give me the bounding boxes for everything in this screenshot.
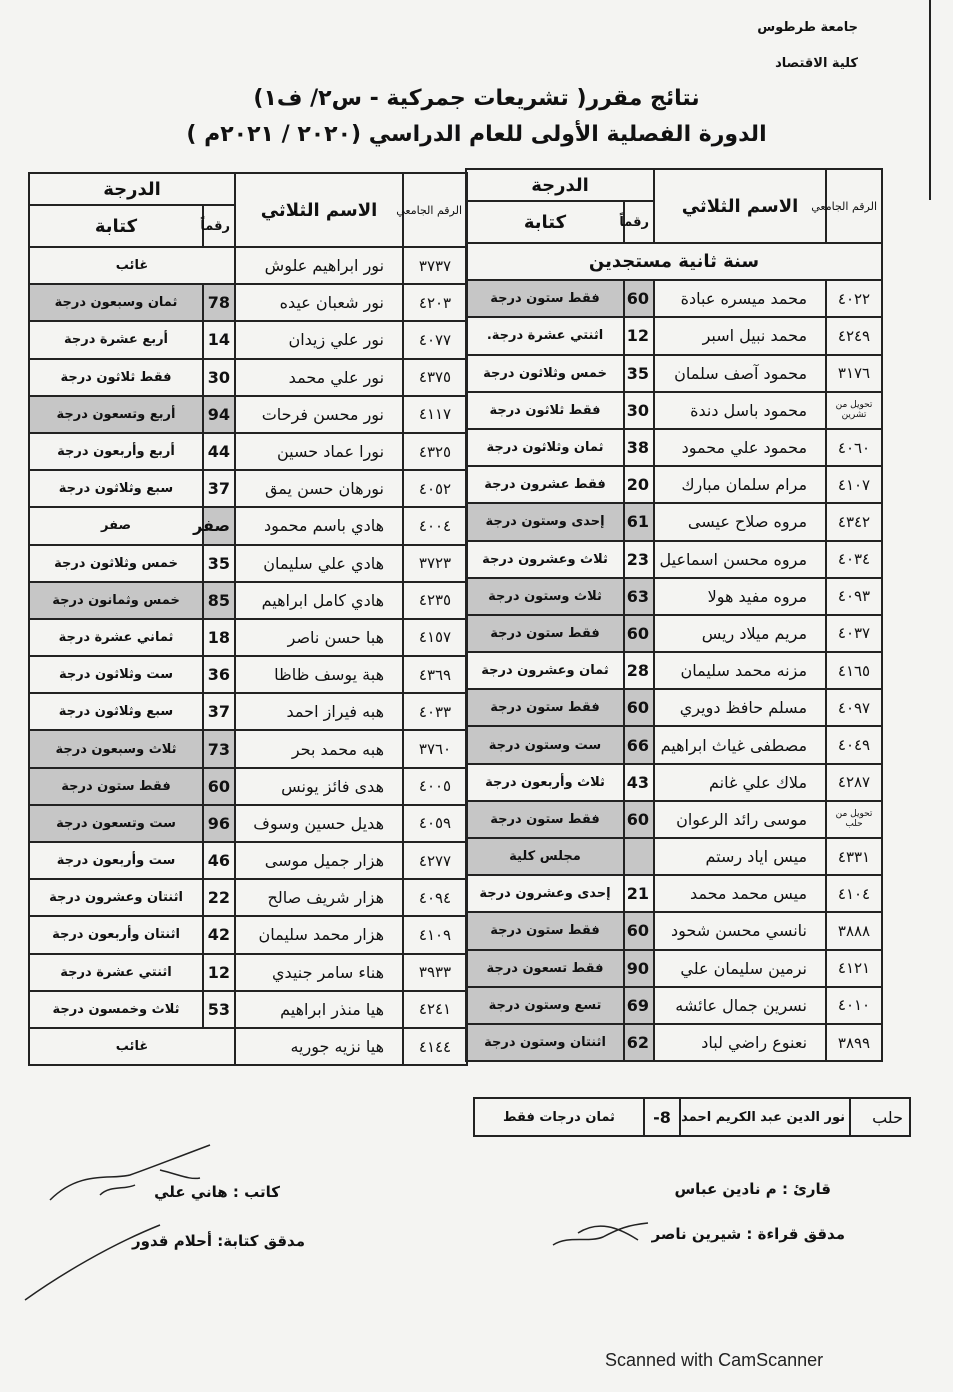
grade-numeric: 30 <box>203 359 235 396</box>
reader-checker-label: مدقق قراءة : شيرين ناصر <box>651 1225 845 1243</box>
reader-signature-label: قارئ : م نادين عباس <box>674 1180 831 1198</box>
table-row <box>466 801 882 838</box>
grade-text: اثنتي عشرة درجة. <box>466 317 624 354</box>
student-name: هزار جميل موسى <box>235 842 403 879</box>
student-name: هادي علي سليمان <box>235 545 403 582</box>
writer-checker-scribble <box>20 1215 170 1305</box>
student-id: ٤٠٥٢ <box>403 470 467 507</box>
scanner-watermark: Scanned with CamScanner <box>605 1350 824 1370</box>
student-id: ٣٧٣٧ <box>403 247 467 284</box>
col-header-written: كتابة <box>466 201 624 243</box>
student-name: هبه فيراز احمد <box>235 693 403 730</box>
grade-numeric: 37 <box>203 693 235 730</box>
table-row <box>29 247 467 284</box>
student-name: مسلم حافظ دويري <box>654 689 826 726</box>
grade-text: ست وستون درجة <box>466 726 624 763</box>
student-id: ٤٢٧٧ <box>403 842 467 879</box>
student-name: محمود آصف سلمان <box>654 355 826 392</box>
student-id: ٤١٠٤ <box>826 875 882 912</box>
student-id: تحويل من تشرين <box>826 392 882 429</box>
grade-numeric: 38 <box>624 429 654 466</box>
grade-text: فقط ثلاثون درجة <box>29 359 203 396</box>
grade-text: فقط ستون درجة <box>466 801 624 838</box>
grade-text: اثنتان وأربعون درجة <box>29 916 203 953</box>
table-row <box>29 433 467 470</box>
grade-numeric: 22 <box>203 879 235 916</box>
grade-text: فقط عشرون درجة <box>466 466 624 503</box>
table-row <box>29 954 467 991</box>
grade-numeric: 53 <box>203 991 235 1028</box>
student-id: ٤٠٠٤ <box>403 507 467 544</box>
grade-numeric: 90 <box>624 950 654 987</box>
student-id: ٤٠١٠ <box>826 987 882 1024</box>
table-row <box>466 615 882 652</box>
faculty-name: كلية الاقتصاد <box>775 56 858 71</box>
student-id: ٤٣٦٩ <box>403 656 467 693</box>
results-table-left <box>28 172 468 1066</box>
student-id: ٤١٢١ <box>826 950 882 987</box>
grade-text: فقط تسعون درجة <box>466 950 624 987</box>
grade-numeric: 18 <box>203 619 235 656</box>
student-name: ميس محمد محمد <box>654 875 826 912</box>
student-id: ٤١٥٧ <box>403 619 467 656</box>
grade-numeric: 46 <box>203 842 235 879</box>
grade-text: ثلاث وخمسون درجة <box>29 991 203 1028</box>
col-header-name: الاسم الثلاثي <box>235 173 403 247</box>
table-row <box>466 1024 882 1061</box>
grade-text: إحدى وستون درجة <box>466 503 624 540</box>
col-header-numeric: رقماً <box>203 205 235 247</box>
student-name: محمود باسل دندة <box>654 392 826 429</box>
grade-numeric: 60 <box>624 689 654 726</box>
student-id: ٤٢٠٣ <box>403 284 467 321</box>
grade-numeric: 23 <box>624 541 654 578</box>
grade-numeric: 60 <box>624 912 654 949</box>
grade-text: اثنتي عشرة درجة <box>29 954 203 991</box>
grade-text: غائب <box>29 247 235 284</box>
grade-text: اثنتان وعشرون درجة <box>29 879 203 916</box>
student-id: ٤١٠٩ <box>403 916 467 953</box>
grade-text: ست وأربعون درجة <box>29 842 203 879</box>
table-row <box>29 1028 467 1065</box>
grade-text: فقط ستون درجة <box>466 615 624 652</box>
grade-numeric: 35 <box>624 355 654 392</box>
grade-text: فقط ستون درجة <box>466 912 624 949</box>
student-id: ٤٣٤٢ <box>826 503 882 540</box>
col-header-id: الرقم الجامعي <box>826 169 882 243</box>
student-name: محمد ميسره عبادة <box>654 280 826 317</box>
student-id: ٤٠٣٧ <box>826 615 882 652</box>
student-name: مريم ميلاد ريس <box>654 615 826 652</box>
student-name: نرمين سليمان علي <box>654 950 826 987</box>
page-subtitle: الدورة الفصلية الأولى للعام الدراسي (٢٠٢٠ / ٢٠٢١م ) <box>186 122 767 147</box>
grade-numeric: 66 <box>624 726 654 763</box>
table-row <box>466 392 882 429</box>
extra-row-table <box>473 1097 911 1137</box>
student-name: هزار شريف صالح <box>235 879 403 916</box>
grade-text: أربع وأربعون درجة <box>29 433 203 470</box>
student-id: ٣٧٦٠ <box>403 730 467 767</box>
student-name: مزنه محمد سليمان <box>654 652 826 689</box>
student-name: محمد نبيل اسبر <box>654 317 826 354</box>
table-row <box>29 768 467 805</box>
grade-numeric <box>624 838 654 875</box>
student-name: هيا منذر ابراهيم <box>235 991 403 1028</box>
student-id: ٤٠٣٣ <box>403 693 467 730</box>
page-title: نتائج مقرر( تشريعات جمركية - س٢/ ف١) <box>253 86 700 111</box>
student-name: هزار محمد سليمان <box>235 916 403 953</box>
grade-text: ثمان وسبعون درجة <box>29 284 203 321</box>
table-row <box>29 545 467 582</box>
bottom-row-num: 8- <box>644 1098 680 1136</box>
student-id: ٤٠٦٠ <box>826 429 882 466</box>
table-row <box>29 879 467 916</box>
grade-text: خمس وثمانون درجة <box>29 582 203 619</box>
bottom-row-id: حلب <box>850 1098 910 1136</box>
table-row <box>29 991 467 1028</box>
grade-text: سبع وثلاثون درجة <box>29 693 203 730</box>
student-name: نور شعبان عيده <box>235 284 403 321</box>
student-id: ٤١٦٥ <box>826 652 882 689</box>
grade-text: ست وتسعون درجة <box>29 805 203 842</box>
grade-numeric: 63 <box>624 578 654 615</box>
student-name: موسى رائد الرعوان <box>654 801 826 838</box>
grade-text: ثمان وثلاثون درجة <box>466 429 624 466</box>
student-id: ٣٩٣٣ <box>403 954 467 991</box>
grade-text: ثلاث وأربعون درجة <box>466 764 624 801</box>
table-row <box>466 503 882 540</box>
grade-text: إحدى وعشرون درجة <box>466 875 624 912</box>
student-name: هدى فائز يونس <box>235 768 403 805</box>
student-name: مصطفى غياث ابراهيم <box>654 726 826 763</box>
table-row <box>29 619 467 656</box>
table-row <box>29 321 467 358</box>
student-id: ٤٢٤١ <box>403 991 467 1028</box>
table-row <box>466 875 882 912</box>
student-id: ٤١٤٤ <box>403 1028 467 1065</box>
student-name: مرام سلمان مبارك <box>654 466 826 503</box>
table-row <box>466 466 882 503</box>
student-name: نعنوع راضي لباد <box>654 1024 826 1061</box>
grade-text: أربع وتسعون درجة <box>29 396 203 433</box>
student-id: ٤٠٤٩ <box>826 726 882 763</box>
grade-text: فقط ستون درجة <box>466 280 624 317</box>
student-name: مروه مفيد هولا <box>654 578 826 615</box>
grade-numeric: 36 <box>203 656 235 693</box>
section-title: سنة ثانية مستجدين <box>466 243 882 280</box>
student-name: ملاك علي غانم <box>654 764 826 801</box>
student-name: مروه محسن اسماعيل <box>654 541 826 578</box>
table-row <box>466 838 882 875</box>
grade-numeric: 85 <box>203 582 235 619</box>
table-row <box>29 396 467 433</box>
student-name: هناء سامر جنيدي <box>235 954 403 991</box>
grade-text: مجلس كلية <box>466 838 624 875</box>
table-row <box>29 284 467 321</box>
university-name: جامعة طرطوس <box>757 20 858 35</box>
grade-numeric: 69 <box>624 987 654 1024</box>
student-id: ٣٧٢٣ <box>403 545 467 582</box>
grade-text: فقط ستون درجة <box>466 689 624 726</box>
grade-numeric: 60 <box>203 768 235 805</box>
student-id: ٤٣٢٥ <box>403 433 467 470</box>
grade-numeric: 14 <box>203 321 235 358</box>
grade-text: ثلاث وسبعون درجة <box>29 730 203 767</box>
student-name: نور علي زيدان <box>235 321 403 358</box>
grade-numeric: 28 <box>624 652 654 689</box>
grade-numeric: 78 <box>203 284 235 321</box>
student-name: مروه صلاح عيسى <box>654 503 826 540</box>
table-row <box>29 470 467 507</box>
writer-signature-label: كاتب : هاني علي <box>154 1183 280 1201</box>
table-row <box>29 582 467 619</box>
table-row <box>466 541 882 578</box>
table-row <box>29 693 467 730</box>
table-row <box>466 689 882 726</box>
student-id: ٤٠٩٣ <box>826 578 882 615</box>
student-id: ٤٢٨٧ <box>826 764 882 801</box>
col-header-written: كتابة <box>29 205 203 247</box>
table-row <box>466 987 882 1024</box>
student-name: نورا عماد حسين <box>235 433 403 470</box>
student-id: ٤٢٤٩ <box>826 317 882 354</box>
grade-text: سبع وثلاثون درجة <box>29 470 203 507</box>
student-name: هبه محمد بحر <box>235 730 403 767</box>
student-id: ٤٠٥٩ <box>403 805 467 842</box>
table-row <box>29 507 467 544</box>
col-header-grade: الدرجة <box>29 173 235 205</box>
grade-text: تسع وستون درجة <box>466 987 624 1024</box>
grade-numeric: 60 <box>624 280 654 317</box>
grade-numeric: 96 <box>203 805 235 842</box>
student-name: محمود علي محمود <box>654 429 826 466</box>
reader-checker-scribble <box>548 1215 658 1255</box>
grade-text: ثماني عشرة درجة <box>29 619 203 656</box>
grade-numeric: 60 <box>624 615 654 652</box>
student-id: ٤١١٧ <box>403 396 467 433</box>
student-id: ٤٣٣١ <box>826 838 882 875</box>
grade-numeric: 62 <box>624 1024 654 1061</box>
grade-numeric: صفر <box>203 507 235 544</box>
student-id: ٤٠٠٥ <box>403 768 467 805</box>
student-name: نانسي محسن شحود <box>654 912 826 949</box>
table-row <box>29 656 467 693</box>
grade-numeric: 42 <box>203 916 235 953</box>
student-id: ٤٠٣٤ <box>826 541 882 578</box>
grade-text: اثنتان وستون درجة <box>466 1024 624 1061</box>
table-row <box>466 317 882 354</box>
writer-checker-label: مدقق كتابة: أحلام قدور <box>132 1232 305 1250</box>
student-id: ٤٠٩٧ <box>826 689 882 726</box>
writer-signature-scribble <box>40 1140 230 1220</box>
table-row <box>466 726 882 763</box>
table-row <box>466 950 882 987</box>
student-name: نسرين جمال عائشه <box>654 987 826 1024</box>
student-name: هديل حسين وسوف <box>235 805 403 842</box>
student-name: ميس اياد رستم <box>654 838 826 875</box>
student-name: هيا نزيه جوريه <box>235 1028 403 1065</box>
table-row <box>466 280 882 317</box>
student-id: ٤٠٧٧ <box>403 321 467 358</box>
student-name: نور علي محمد <box>235 359 403 396</box>
student-id: ٣٨٨٨ <box>826 912 882 949</box>
col-header-id: الرقم الجامعي <box>403 173 467 247</box>
student-name: هادي كامل ابراهيم <box>235 582 403 619</box>
grade-text: خمس وثلاثون درجة <box>29 545 203 582</box>
grade-numeric: 94 <box>203 396 235 433</box>
grade-numeric: 30 <box>624 392 654 429</box>
student-id: تحويل من حلب <box>826 801 882 838</box>
table-row <box>29 916 467 953</box>
table-row <box>466 578 882 615</box>
student-id: ٣١٧٦ <box>826 355 882 392</box>
grade-text: فقط ستون درجة <box>29 768 203 805</box>
grade-numeric: 60 <box>624 801 654 838</box>
grade-numeric: 61 <box>624 503 654 540</box>
student-name: نور محسن فرحات <box>235 396 403 433</box>
grade-numeric: 21 <box>624 875 654 912</box>
grade-numeric: 73 <box>203 730 235 767</box>
student-id: ٤٠٩٤ <box>403 879 467 916</box>
col-header-name: الاسم الثلاثي <box>654 169 826 243</box>
student-id: ٤٣٧٥ <box>403 359 467 396</box>
grade-text: ثلاث وستون درجة <box>466 578 624 615</box>
bottom-row-name: نور الدين عبد الكريم احمد <box>680 1098 850 1136</box>
grade-numeric: 37 <box>203 470 235 507</box>
grade-text: ثلاث وعشرون درجة <box>466 541 624 578</box>
grade-text: ثمان وعشرون درجة <box>466 652 624 689</box>
table-row <box>466 429 882 466</box>
grade-text: أربع عشرة درجة <box>29 321 203 358</box>
student-name: هادي باسم محمود <box>235 507 403 544</box>
grade-numeric: 20 <box>624 466 654 503</box>
table-row <box>29 805 467 842</box>
col-header-numeric: رقماً <box>624 201 654 243</box>
student-id: ٤٢٣٥ <box>403 582 467 619</box>
grade-numeric: 35 <box>203 545 235 582</box>
table-row <box>466 355 882 392</box>
table-row <box>29 730 467 767</box>
table-row <box>29 842 467 879</box>
grade-text: فقط ثلاثون درجة <box>466 392 624 429</box>
student-id: ٤٠٢٢ <box>826 280 882 317</box>
student-id: ٣٨٩٩ <box>826 1024 882 1061</box>
student-name: نورهان حسن يمق <box>235 470 403 507</box>
results-table-right <box>465 168 883 1062</box>
table-row <box>466 652 882 689</box>
grade-text: صفر <box>29 507 203 544</box>
table-row <box>466 912 882 949</box>
student-name: هبة يوسف ظاظا <box>235 656 403 693</box>
table-row <box>466 764 882 801</box>
col-header-grade: الدرجة <box>466 169 654 201</box>
student-name: نور ابراهيم علوش <box>235 247 403 284</box>
bottom-row-text: ثمان درجات فقط <box>474 1098 644 1136</box>
grade-numeric: 43 <box>624 764 654 801</box>
table-row <box>29 359 467 396</box>
grade-numeric: 44 <box>203 433 235 470</box>
student-name: هبا حسن ناصر <box>235 619 403 656</box>
grade-numeric: 12 <box>624 317 654 354</box>
grade-text: غائب <box>29 1028 235 1065</box>
student-id: ٤١٠٧ <box>826 466 882 503</box>
grade-text: خمس وثلاثون درجة <box>466 355 624 392</box>
grade-text: ست وثلاثون درجة <box>29 656 203 693</box>
grade-numeric: 12 <box>203 954 235 991</box>
